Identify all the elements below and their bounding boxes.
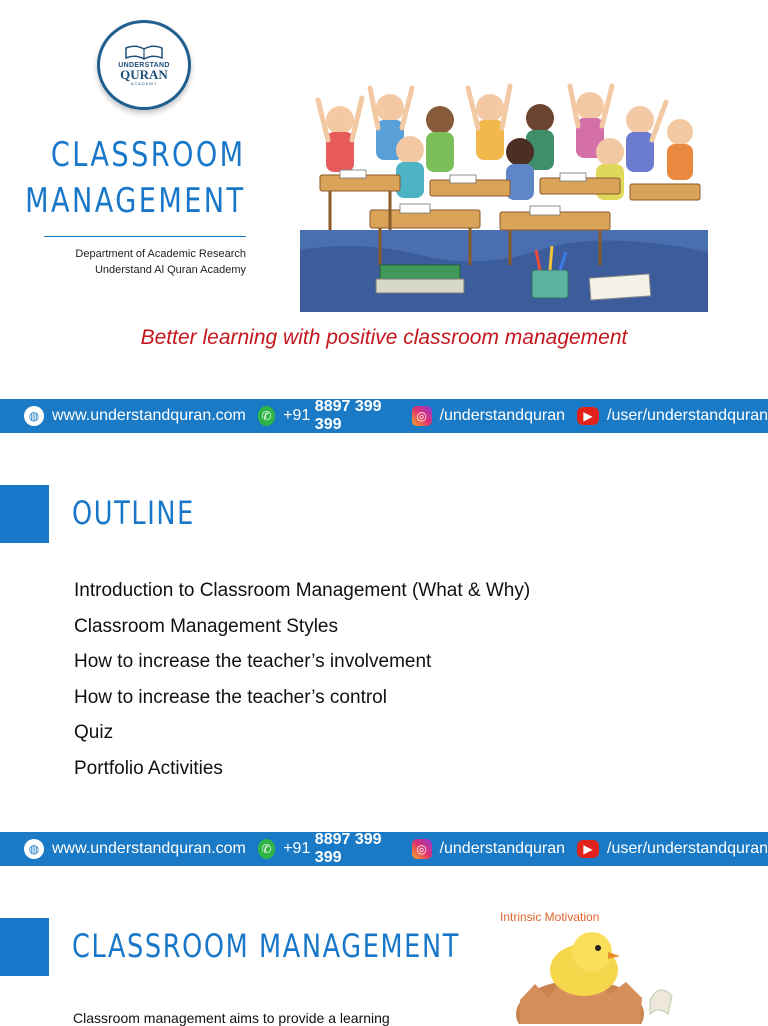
instagram-contact[interactable] <box>412 839 565 859</box>
logo-text-top: UNDERSTAND <box>118 62 170 69</box>
department-credit <box>75 246 246 278</box>
phone-number[interactable]: 8897 399 399 <box>314 831 382 866</box>
section-accent-block <box>0 485 49 543</box>
instagram-icon: ◎ <box>412 839 432 859</box>
title-divider <box>44 236 246 237</box>
body-text: Classroom management aims to provide a learning <box>73 1010 390 1026</box>
whatsapp-icon: ✆ <box>258 839 275 859</box>
youtube-contact[interactable] <box>577 407 768 425</box>
list-item: Quiz <box>74 722 114 743</box>
outline-list <box>74 573 530 786</box>
image-caption: Intrinsic Motivation <box>500 910 600 924</box>
list-item: How to increase the teacher’s involvement <box>74 651 432 672</box>
department-name: Department of Academic Research <box>75 248 246 260</box>
logo-text-bottom: ACADEMY <box>130 81 158 86</box>
classroom-management-title: CLASSROOM MANAGEMENT <box>72 927 460 965</box>
list-item: Portfolio Activities <box>74 757 223 779</box>
slide-tagline: Better learning with positive classroom management <box>140 326 628 349</box>
youtube-icon: ▶ <box>577 407 599 425</box>
open-book-icon <box>124 44 164 60</box>
youtube-channel[interactable]: /user/understandquran <box>607 407 768 424</box>
instagram-handle[interactable]: /understandquran <box>439 407 565 424</box>
youtube-channel[interactable]: /user/understandquran <box>607 840 768 857</box>
list-item: Introduction to Classroom Management (What & Why) <box>74 580 531 601</box>
whatsapp-icon: ✆ <box>258 406 275 426</box>
website-link[interactable]: www.understandquran.com <box>52 840 246 857</box>
phone-contact[interactable] <box>258 831 400 867</box>
website-contact[interactable] <box>24 406 246 426</box>
phone-number[interactable]: 8897 399 399 <box>314 398 382 433</box>
hatching-chick-illustration <box>500 922 680 1024</box>
classroom-illustration <box>300 80 708 312</box>
website-link[interactable]: www.understandquran.com <box>52 407 246 424</box>
outline-title: OUTLINE <box>72 494 195 532</box>
globe-icon: ◍ <box>24 839 44 859</box>
instagram-handle[interactable]: /understandquran <box>439 840 565 857</box>
youtube-contact[interactable] <box>577 840 768 858</box>
youtube-icon: ▶ <box>577 840 599 858</box>
phone-contact[interactable] <box>258 398 400 434</box>
list-item: Classroom Management Styles <box>74 615 338 637</box>
section-accent-block <box>0 918 49 976</box>
contact-bar <box>0 832 768 866</box>
academy-logo <box>97 20 191 110</box>
phone-prefix: +91 <box>283 840 311 857</box>
academy-name: Understand Al Quran Academy <box>94 264 246 276</box>
website-contact[interactable] <box>24 839 246 859</box>
list-item: How to increase the teacher’s control <box>74 686 387 708</box>
globe-icon: ◍ <box>24 406 44 426</box>
contact-bar <box>0 399 768 433</box>
instagram-icon: ◎ <box>412 406 432 426</box>
phone-prefix: +91 <box>283 407 311 424</box>
slide-title-line2: MANAGEMENT <box>25 181 246 221</box>
logo-text-main: QURAN <box>120 67 168 82</box>
slide-title-line1: CLASSROOM <box>51 135 246 175</box>
slide-title <box>26 132 246 224</box>
instagram-contact[interactable] <box>412 406 565 426</box>
